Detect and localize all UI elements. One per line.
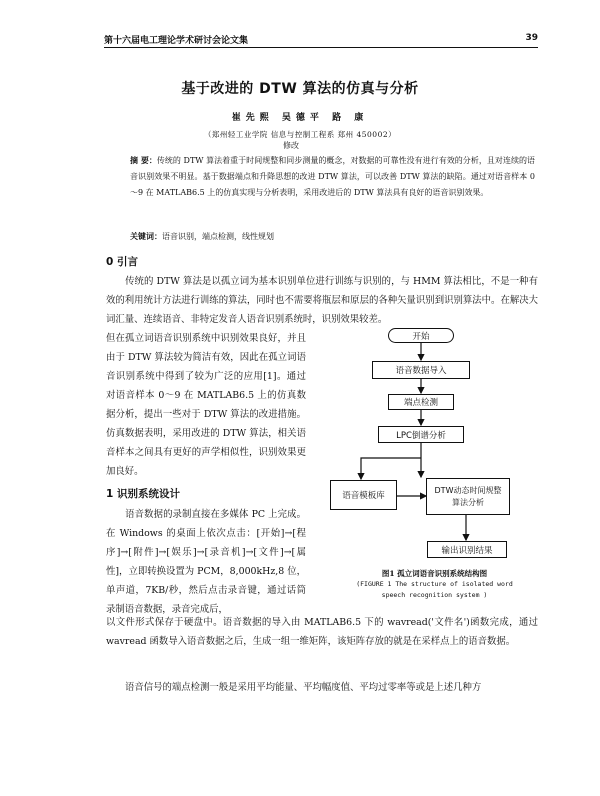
- caption-en-2: speech recognition system ): [381, 591, 488, 599]
- abstract-text: 传统的 DTW 算法着重于时间规整和同步测量的概念，对数据的可靠性没有进行有效的分析，且对连续的语音识别效果不明显。基于数据端点和升降思想的改进 DTW 算法，可以改善 DTW 算法的缺陷。通过对语音样本 0～9 在 MATLAB6.5 上的仿真实现与分析表明，采用改进后的 DTW 算法具有良好的语音识别效果。: [130, 156, 535, 197]
- abstract: [130, 153, 535, 201]
- intro-continued: [106, 329, 306, 481]
- endpoint-paragraph: [106, 678, 538, 697]
- intro-cont-text: 但在孤立词语音识别系统中识别效果良好，并且由于 DTW 算法较为简洁有效，因此在孤立词语音识别系统中得到了较为广泛的应用[1]。通过对语音样本 0～9 在 MATLAB6.5 上的仿真数据分析，提出一些对于 DTW 算法的改进措施。仿真数据表明，采用改进的 DTW 算法，相关语音样本之间具有更好的声学相似性，识别效果更加良好。: [106, 333, 306, 477]
- caption-en-1: (FIGURE 1 The structure of isolated word: [356, 580, 513, 588]
- system-text: 语音数据的录制直接在多媒体 PC 上完成。在 Windows 的桌面上依次点击：[开始]→[程序]→[附件]→[娱乐]→[录音机]→[文件]→[属性]，立即转换设置为 PCM，8,000kHz,8 位，单声道，7KB/秒，然后点击录音键，通过话筒录制语音数据，录音完成后，: [106, 509, 306, 615]
- flow-endpoint: 端点检测: [388, 394, 454, 410]
- flow-dtw: DTW动态时间规整算法分析: [426, 478, 510, 515]
- header-rule: [104, 47, 538, 48]
- page-number: 39: [525, 33, 538, 43]
- running-header: [104, 33, 538, 47]
- keywords-label: 关键词：: [130, 232, 162, 241]
- paper-affiliation: （郑州轻工业学院 信息与控制工程系 郑州 450002）: [203, 130, 397, 139]
- flow-output: 输出识别结果: [427, 541, 507, 558]
- margin-note: 修改: [283, 141, 299, 150]
- system-cont-text: 以文件形式保存于硬盘中。语音数据的导入由 MATLAB6.5 下的 wavread('文件名')函数完成，通过 wavread 函数导入语音数据之后，生成一组一维矩阵，该矩阵存放的就是在采样点上的语音数据。: [106, 617, 538, 647]
- figure-caption: [322, 568, 547, 601]
- keywords: [130, 230, 535, 244]
- flow-lpc: LPC倒谱分析: [378, 426, 464, 443]
- endpoint-text: 语音信号的端点检测一般是采用平均能量、平均幅度值、平均过零率等或是上述几种方: [125, 682, 482, 693]
- paper-authors: 崔先熙 吴德平 路 康: [231, 113, 369, 123]
- abstract-label: 摘 要：: [130, 156, 157, 165]
- system-paragraph: [106, 505, 306, 619]
- system-paragraph-cont: [106, 613, 538, 651]
- paper-title: 基于改进的 DTW 算法的仿真与分析: [181, 81, 419, 97]
- flow-start: 开始: [388, 328, 454, 343]
- intro-paragraph: [106, 272, 538, 329]
- running-title: 第十六届电工理论学术研讨会论文集: [104, 36, 249, 46]
- intro-text: 传统的 DTW 算法是以孤立词为基本识别单位进行训练与识别的，与 HMM 算法相比，不是一种有效的利用统计方法进行训练的算法，同时也不需要将瓶层和原层的各种矢量识别到识别算法中。在解决大词汇量、连续语音、非特定发音人语音识别系统时，识别效果较差。: [106, 276, 538, 325]
- flow-template: 语音模板库: [330, 480, 397, 510]
- keywords-text: 语音识别，端点检测，线性规划: [162, 232, 274, 241]
- caption-zh: 图1 孤立词语音识别系统结构图: [381, 569, 488, 578]
- intro-heading: 0 引言: [106, 256, 138, 268]
- system-heading: 1 识别系统设计: [106, 488, 180, 500]
- arrow-lpc-template: [361, 458, 421, 479]
- flow-import: 语音数据导入: [372, 361, 470, 379]
